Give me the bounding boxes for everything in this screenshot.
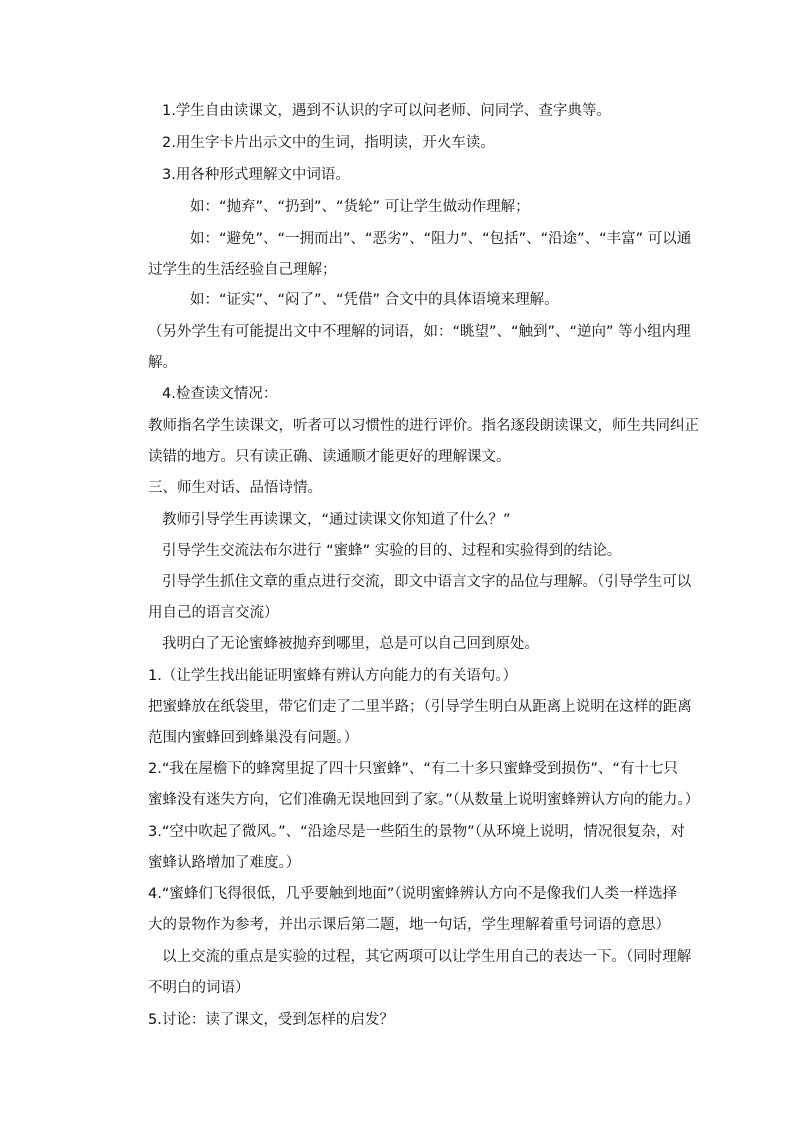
text-line: 解。: [148, 355, 177, 371]
text-line: 三、师生对话、品悟诗情。: [148, 480, 322, 496]
text-line: 范围内蜜蜂回到蜂巢没有问题。）: [148, 730, 359, 746]
text-line: （另外学生有可能提出文中不理解的词语，如：“眺望”、“触到”、“逆向” 等小组内理: [148, 324, 691, 340]
text-line: 5.讨论：读了课文，受到怎样的启发？: [148, 1012, 394, 1028]
text-line: 3.用各种形式理解文中词语。: [162, 167, 350, 183]
text-line: 4.检查读文情况：: [162, 386, 278, 402]
text-line: 1.（让学生找出能证明蜜蜂有辨认方向能力的有关语句。）: [148, 668, 518, 684]
text-line: 2.用生字卡片出示文中的生词，指明读，开火车读。: [162, 135, 495, 151]
text-line: 如：“证实”、“闷了”、“凭借” 合文中的具体语境来理解。: [190, 292, 559, 308]
text-line: 引导学生抓住文章的重点进行交流，即文中语言文字的品位与理解。（引导学生可以: [162, 574, 692, 590]
text-line: 1.学生自由读课文，遇到不认识的字可以问老师、问同学、查字典等。: [162, 103, 611, 119]
text-line: 过学生的生活经验自己理解；: [148, 262, 337, 278]
text-line: 把蜜蜂放在纸袋里，带它们走了二里半路；（引导学生明白从距离上说明在这样的距离: [148, 699, 692, 715]
text-line: 读错的地方。只有读正确、读通顺才能更好的理解课文。: [148, 449, 511, 465]
text-line: 如：“抛弃”、“扔到”、“货轮” 可让学生做动作理解；: [190, 199, 530, 215]
text-line: 引导学生交流法布尔进行 “蜜蜂” 实验的目的、过程和实验得到的结论。: [162, 543, 622, 559]
text-line: 蜜蜂认路增加了难度。）: [148, 855, 301, 871]
text-line: 4.“蜜蜂们飞得很低，几乎要触到地面”（说明蜜蜂辨认方向不是像我们人类一样选择: [148, 886, 678, 902]
text-line: 2.“我在屋檐下的蜂窝里捉了四十只蜜蜂”、“有二十多只蜜蜂受到损伤”、“有十七只: [148, 761, 678, 777]
text-line: 3.“空中吹起了微风。”、“沿途尽是一些陌生的景物”（从环境上说明，情况很复杂，对: [148, 824, 685, 840]
text-line: 不明白的词语）: [148, 980, 250, 996]
text-line: 教师引导学生再读课文，“通过读课文你知道了什么？”: [162, 512, 511, 528]
text-line: 大的景物作为参考，并出示课后第二题，地一句话，学生理解着重号词语的意思）: [148, 917, 670, 933]
text-line: 用自己的语言交流）: [148, 605, 279, 621]
text-line: 我明白了无论蜜蜂被抛弃到哪里，总是可以自己回到原处。: [162, 636, 539, 652]
text-line: 教师指名学生读课文，听者可以习惯性的进行评价。指名逐段朗读课文，师生共同纠正: [148, 418, 699, 434]
text-line: 以上交流的重点是实验的过程，其它两项可以让学生用自己的表达一下。（同时理解: [162, 949, 692, 965]
text-line: 如：“避免”、“一拥而出”、“恶劣”、“阻力”、“包括”、“沿途”、“丰富” 可以通: [190, 231, 692, 247]
text-line: 蜜蜂没有迷失方向，它们准确无误地回到了家。”（从数量上说明蜜蜂辨认方向的能力。）: [148, 792, 700, 808]
